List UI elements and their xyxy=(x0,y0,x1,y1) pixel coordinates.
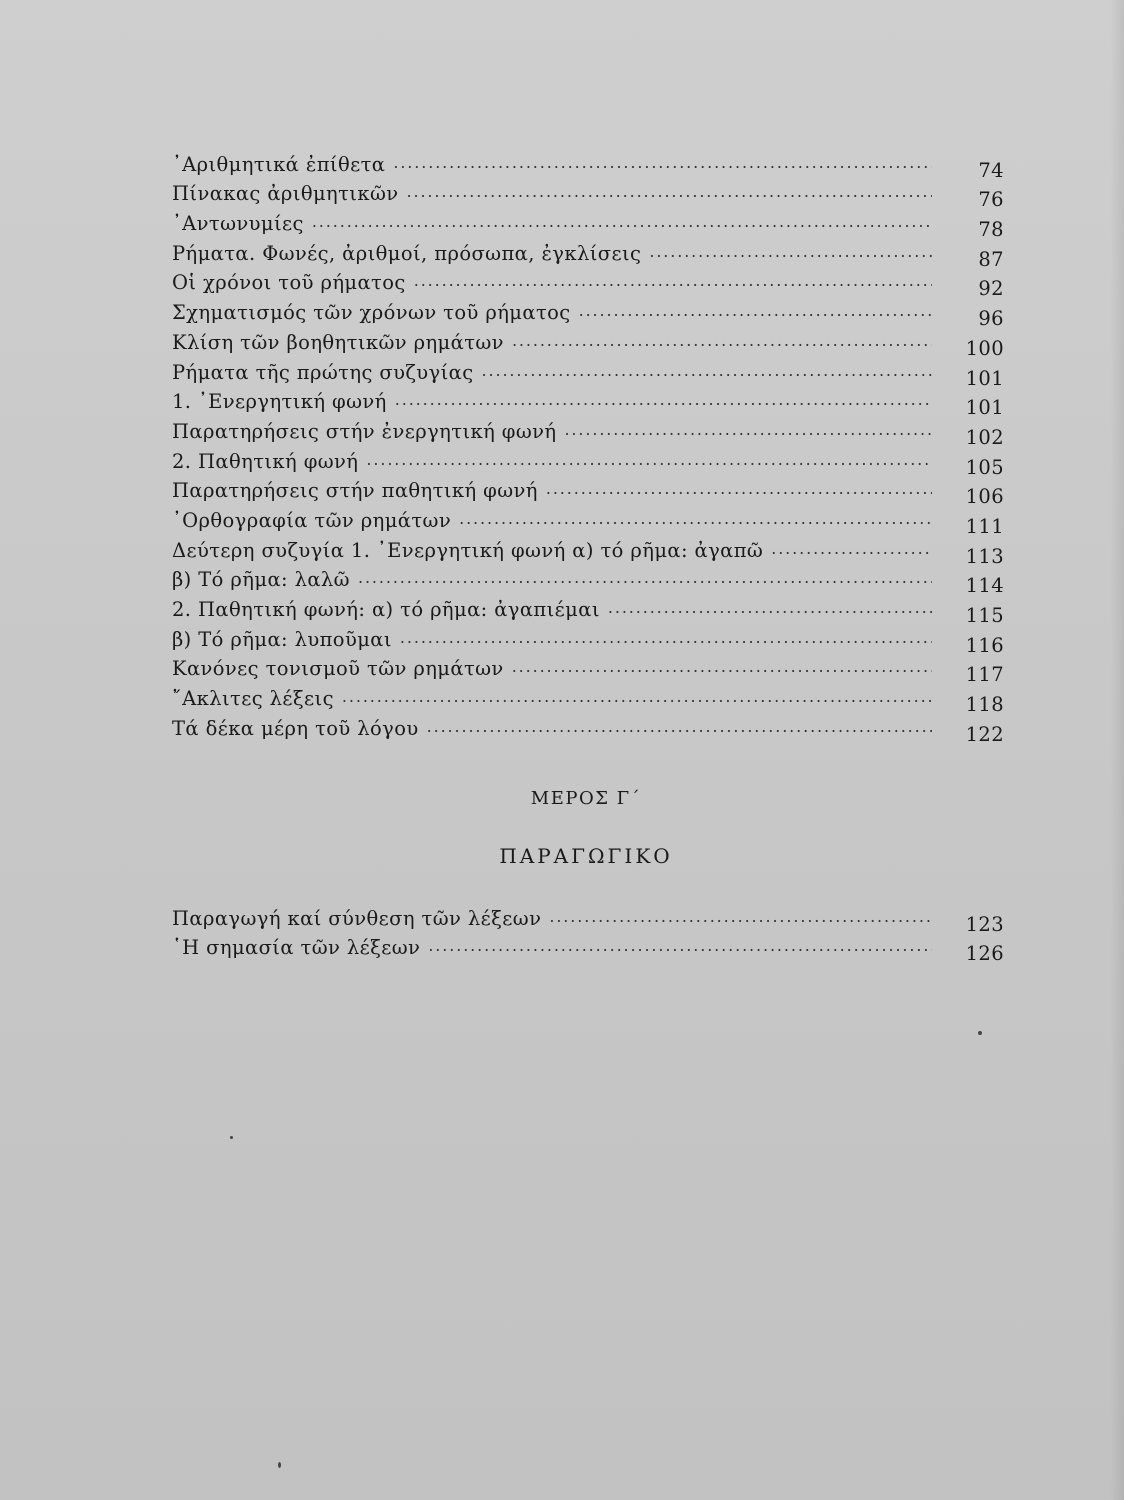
dot-leader xyxy=(428,935,932,957)
dot-leader xyxy=(482,360,932,382)
toc-entry xyxy=(172,930,1004,966)
toc-entry xyxy=(172,235,1004,271)
toc-entry-title: 2. Παθητική φωνή xyxy=(172,449,359,473)
toc-entry-title: ᾿Αντωνυμίες xyxy=(172,212,304,236)
toc-entry xyxy=(172,413,1004,449)
toc-entry-title: ῎Ακλιτες λέξεις xyxy=(172,687,334,711)
dot-leader xyxy=(512,656,932,678)
toc-entry-page: 118 xyxy=(965,693,1004,717)
toc-entry-title: Παρατηρήσεις στήν παθητική φωνή xyxy=(172,479,538,503)
dot-leader xyxy=(312,211,932,233)
toc-entry xyxy=(172,176,1004,212)
table-of-contents-part-c xyxy=(172,900,1004,966)
toc-entry-title: Οἱ χρόνοι τοῦ ρήματος xyxy=(172,271,406,295)
toc-entry-title: ῾Η σημασία τῶν λέξεων xyxy=(172,936,421,960)
toc-entry-page: 76 xyxy=(978,188,1004,212)
toc-entry-title: β) Τό ρῆμα: λαλῶ xyxy=(172,568,350,592)
toc-entry-page: 115 xyxy=(965,604,1004,627)
dot-leader xyxy=(414,270,932,292)
print-speck xyxy=(978,1031,982,1035)
dot-leader xyxy=(395,389,932,411)
toc-entry-title: Δεύτερη συζυγία 1. ᾿Ενεργητική φωνή α) τό ρῆμα: ἀγαπῶ xyxy=(172,538,764,562)
dot-leader xyxy=(608,597,932,619)
toc-entry-page: 113 xyxy=(965,544,1004,568)
dot-leader xyxy=(771,538,932,560)
toc-entry xyxy=(172,502,1004,538)
table-of-contents xyxy=(172,146,1004,746)
toc-entry-page: 96 xyxy=(978,307,1004,331)
dot-leader xyxy=(564,419,932,441)
toc-entry-page: 74 xyxy=(978,158,1004,182)
toc-entry xyxy=(172,532,1004,568)
toc-entry xyxy=(172,651,1004,687)
toc-entry-title: 1. ᾿Ενεργητική φωνή xyxy=(172,390,387,414)
dot-leader xyxy=(393,152,932,174)
toc-entry xyxy=(172,621,1004,657)
dot-leader xyxy=(459,508,932,530)
toc-entry xyxy=(172,900,1004,936)
toc-entry-title: Κλίση τῶν βοηθητικῶν ρημάτων xyxy=(172,330,504,354)
toc-entry-title: Κανόνες τονισμοῦ τῶν ρημάτων xyxy=(172,657,504,681)
toc-entry xyxy=(172,324,1004,360)
toc-entry xyxy=(172,384,1004,420)
toc-entry-title: Πίνακας ἀριθμητικῶν xyxy=(172,182,399,206)
toc-entry-page: 116 xyxy=(965,633,1004,657)
toc-entry-title: ᾿Αριθμητικά ἐπίθετα xyxy=(172,152,386,176)
toc-entry xyxy=(172,710,1004,746)
dot-leader xyxy=(366,449,932,471)
dot-leader xyxy=(546,478,932,500)
toc-entry xyxy=(172,443,1004,479)
toc-entry-page: 101 xyxy=(965,366,1004,390)
dot-leader xyxy=(649,241,932,263)
page-edge-shadow xyxy=(1110,0,1124,1500)
toc-entry-title: Τά δέκα μέρη τοῦ λόγου xyxy=(172,716,419,740)
toc-entry-title: ᾿Ορθογραφία τῶν ρημάτων xyxy=(172,508,452,532)
print-speck xyxy=(230,1136,233,1139)
toc-entry-page: 102 xyxy=(965,425,1004,449)
toc-entry-page: 123 xyxy=(965,912,1004,936)
part-title: ΠΑΡΑΓΩΓΙΚΟ xyxy=(499,844,673,868)
toc-entry xyxy=(172,294,1004,331)
toc-entry-title: β) Τό ρῆμα: λυποῦμαι xyxy=(172,627,392,651)
toc-entry-page: 106 xyxy=(965,485,1004,509)
toc-entry xyxy=(172,265,1004,301)
toc-entry-title: Παρατηρήσεις στήν ἐνεργητική φωνή xyxy=(172,419,557,443)
toc-entry-page: 122 xyxy=(965,722,1004,746)
dot-leader xyxy=(512,330,932,352)
toc-entry-title: Παραγωγή καί σύνθεση τῶν λέξεων xyxy=(172,906,542,930)
toc-entry-title: Ρήματα. Φωνές, ἀριθμοί, πρόσωπα, ἐγκλίσεις xyxy=(172,241,642,265)
dot-leader xyxy=(358,567,932,589)
print-speck xyxy=(278,1462,281,1468)
toc-entry-page: 100 xyxy=(965,336,1004,360)
toc-entry-page: 78 xyxy=(978,218,1004,242)
toc-entry-page: 92 xyxy=(978,277,1004,301)
toc-entry xyxy=(172,354,1004,390)
toc-entry xyxy=(172,591,1004,627)
toc-entry xyxy=(172,146,1004,182)
dot-leader xyxy=(427,716,932,738)
toc-entry-page: 114 xyxy=(965,574,1004,598)
toc-entry xyxy=(172,205,1004,242)
dot-leader xyxy=(407,181,933,203)
toc-entry-page: 126 xyxy=(965,942,1004,966)
toc-entry-title: 2. Παθητική φωνή: α) τό ρῆμα: ἀγαπιέμαι xyxy=(172,598,600,621)
dot-leader xyxy=(342,686,932,708)
dot-leader xyxy=(400,627,932,649)
dot-leader xyxy=(549,906,932,928)
toc-entry xyxy=(172,680,1004,717)
toc-entry xyxy=(172,473,1004,509)
dot-leader xyxy=(579,300,932,322)
toc-entry-page: 101 xyxy=(965,396,1004,420)
toc-entry-title: Σχηματισμός τῶν χρόνων τοῦ ρήματος xyxy=(172,301,571,325)
toc-entry-title: Ρήματα τῆς πρώτης συζυγίας xyxy=(172,360,474,384)
toc-entry-page: 87 xyxy=(978,247,1004,271)
toc-entry xyxy=(172,562,1004,598)
toc-entry-page: 111 xyxy=(965,514,1004,538)
toc-entry-page: 105 xyxy=(965,455,1004,479)
part-label: ΜΕΡΟΣ Γ΄ xyxy=(530,788,642,809)
toc-entry-page: 117 xyxy=(965,663,1004,687)
